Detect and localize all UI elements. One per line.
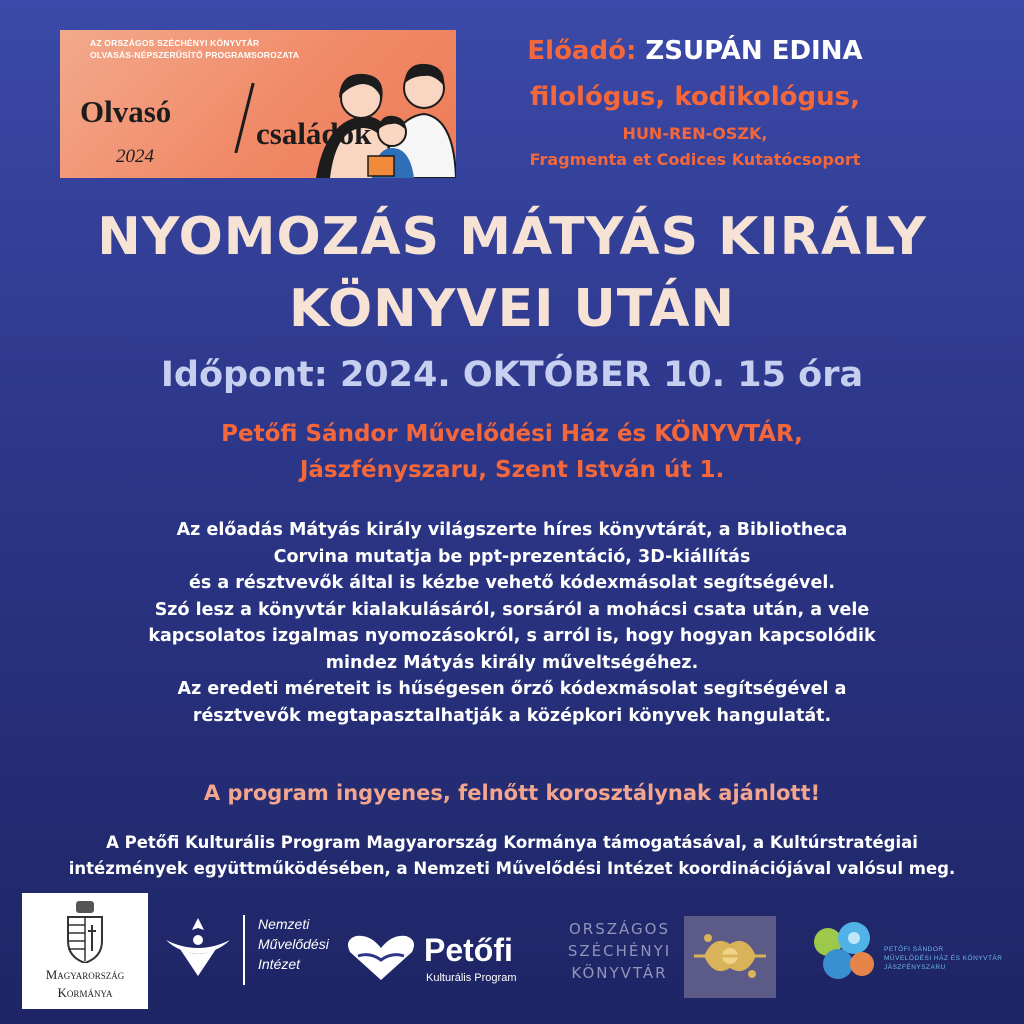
- presenter-name: ZSUPÁN EDINA: [645, 36, 863, 66]
- oszk-line1: ORSZÁGOS: [569, 920, 670, 938]
- petofi-logo-sub: Kulturális Program: [426, 972, 517, 984]
- banner-year: 2024: [116, 146, 154, 167]
- footer-line1: A Petőfi Kulturális Program Magyarország Kormánya támogatásával, a Kultúrstratégiai: [106, 833, 918, 852]
- nmi-line2: Művelődési: [258, 936, 329, 952]
- banner-subtitle-line1: AZ ORSZÁGOS SZÉCHÉNYI KÖNYVTÁR: [90, 38, 260, 48]
- ornament-icon: [684, 916, 776, 998]
- banner-word-csaladok: családok: [256, 116, 372, 151]
- oszk-line3: KÖNYVTÁR: [571, 964, 668, 982]
- oszk-emblem: [684, 916, 776, 998]
- local-line2: MŰVELŐDÉSI HÁZ ÉS KÖNYVTÁR: [884, 955, 1003, 962]
- nmi-line3: Intézet: [258, 956, 301, 972]
- description-line: Az előadás Mátyás király világszerte híres könyvtárát, a Bibliotheca: [176, 520, 848, 540]
- gov-logo-line1: Magyarország: [45, 967, 125, 982]
- gov-logo-line2: Kormánya: [57, 985, 113, 1000]
- event-title-line2: KÖNYVEI UTÁN: [289, 279, 735, 339]
- description-line: kapcsolatos izgalmas nyomozásokról, s arról is, hogy hogyan kapcsolódik: [148, 626, 876, 646]
- coat-of-arms-icon: [64, 901, 106, 963]
- description-line: és a résztvevők által is kézbe vehető kódexmásolat segítségével.: [189, 573, 835, 593]
- local-line1: PETŐFI SÁNDOR: [884, 946, 944, 953]
- oszk-line2: SZÉCHÉNYI: [567, 942, 672, 960]
- olvaso-csaladok-banner: [60, 30, 456, 178]
- description-line: Szó lesz a könyvtár kialakulásáról, sorsáról a mohácsi csata után, a vele: [154, 599, 870, 620]
- nmi-logo-text: [258, 914, 329, 974]
- nmi-emblem-icon: [158, 916, 238, 978]
- footer-line2: intézmények együttműködésében, a Nemzeti Művelődési Intézet koordinációjával valósul meg.: [68, 859, 956, 878]
- presenter-org2: Fragmenta et Codices Kutatócsoport: [529, 150, 861, 169]
- presenter-org1: HUN-REN-OSZK,: [622, 124, 768, 143]
- banner-subtitle-line2: OLVASÁS-NÉPSZERŰSÍTŐ PROGRAMSOROZATA: [90, 50, 300, 60]
- nmi-line1: Nemzeti: [258, 916, 310, 932]
- oszk-logo-text: [562, 918, 677, 984]
- heart-book-icon: [344, 934, 418, 982]
- presenter-line: [465, 36, 925, 66]
- description-line: mindez Mátyás király műveltségéhez.: [325, 652, 699, 673]
- event-date: Időpont: 2024. OKTÓBER 10. 15 óra: [160, 355, 864, 395]
- description-line: résztvevők megtapasztalhatják a középkori könyvek hangulatát.: [192, 705, 832, 726]
- banner-word-olvaso: Olvasó: [80, 94, 172, 129]
- description-block: [0, 517, 1024, 729]
- nmi-divider: [243, 915, 245, 985]
- local-line3: JÁSZFÉNYSZARU: [884, 964, 946, 971]
- description-line: Corvina mutatja be ppt-prezentáció, 3D-kiállítás: [273, 546, 751, 567]
- gov-logo: [22, 893, 148, 1009]
- local-library-logo-text: [884, 945, 1002, 972]
- description-line: Az eredeti méreteit is hűségesen őrző kódexmásolat segítségével a: [177, 679, 847, 699]
- venue-line1: Petőfi Sándor Művelődési Ház és KÖNYVTÁR,: [221, 421, 803, 447]
- free-admission-note: A program ingyenes, felnőtt korosztálynak ajánlott!: [203, 781, 821, 805]
- presenter-role: filológus, kodikológus,: [529, 82, 861, 112]
- petofi-logo-name: Petőfi: [424, 932, 513, 968]
- local-library-logo-icon: [808, 920, 884, 984]
- presenter-label: Előadó:: [527, 36, 637, 66]
- banner-slash: [234, 83, 254, 154]
- event-title-line1: NYOMOZÁS MÁTYÁS KIRÁLY: [97, 207, 927, 267]
- family-illustration: [306, 48, 456, 178]
- venue-line2: Jászfényszaru, Szent István út 1.: [299, 457, 725, 483]
